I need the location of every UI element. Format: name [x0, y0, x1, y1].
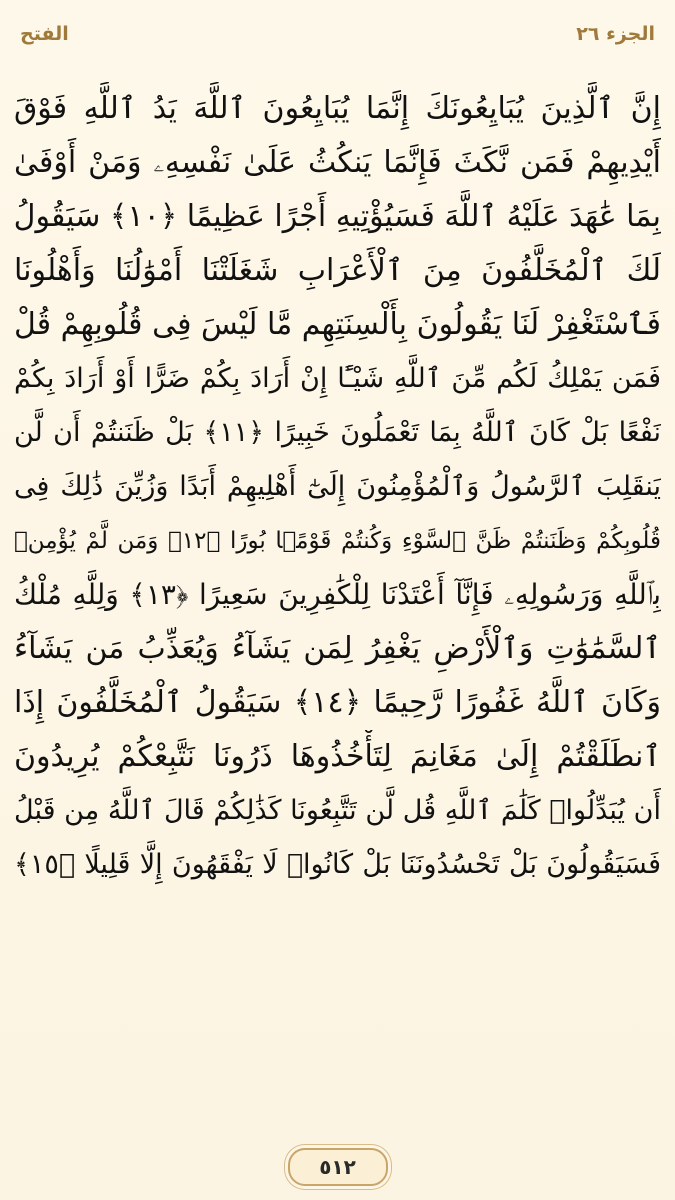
text-line-12: وَكَانَ ٱللَّهُ غَفُورًا رَّحِيمًا ﴿١٤﴾ سَيَقُولُ ٱلْمُخَلَّفُونَ إِذَا	[14, 685, 661, 720]
text-line-2: أَيْدِيهِمْ فَمَن نَّكَثَ فَإِنَّمَا يَنكُثُ عَلَىٰ نَفْسِهِۦ وَمَنْ أَوْفَىٰ	[14, 145, 661, 180]
text-line-14: أَن يُبَدِّلُوا۟ كَلَٰمَ ٱللَّهِ قُل لَّن تَتَّبِعُونَا كَذَٰلِكُمْ قَالَ ٱللَّهُ مِن قَبْلُ	[14, 795, 661, 826]
text-line-6: فَمَن يَمْلِكُ لَكُم مِّنَ ٱللَّهِ شَيْـًٔا إِنْ أَرَادَ بِكُمْ ضَرًّا أَوْ أَرَادَ بِكُمْ	[14, 363, 661, 394]
text-line-1: إِنَّ ٱلَّذِينَ يُبَايِعُونَكَ إِنَّمَا يُبَايِعُونَ ٱللَّهَ يَدُ ٱللَّهِ فَوْقَ	[14, 91, 661, 126]
text-line-9: قُلُوبِكُمْ وَظَنَنتُمْ ظَنَّ ٱلسَّوْءِ وَكُنتُمْ قَوْمًۢا بُورًا ﴿١٢﴾ وَمَن لَّمْ يُؤْمِنۢ	[14, 528, 661, 554]
text-line-4: لَكَ ٱلْمُخَلَّفُونَ مِنَ ٱلْأَعْرَابِ شَغَلَتْنَا أَمْوَٰلُنَا وَأَهْلُونَا	[14, 253, 661, 288]
page-number: ٥١٢	[319, 1155, 356, 1179]
surah-name: الفتح	[20, 23, 69, 45]
text-line-5: فَٱسْتَغْفِرْ لَنَا يَقُولُونَ بِأَلْسِنَتِهِم مَّا لَيْسَ فِى قُلُوبِهِمْ قُلْ	[14, 307, 661, 342]
text-line-10: بِٱللَّهِ وَرَسُولِهِۦ فَإِنَّآ أَعْتَدْنَا لِلْكَٰفِرِينَ سَعِيرًا ﴿١٣﴾ وَلِلَّهِ مُلْكُ	[14, 578, 661, 611]
text-line-7: نَفْعًا بَلْ كَانَ ٱللَّهُ بِمَا تَعْمَلُونَ خَبِيرًا ﴿١١﴾ بَلْ ظَنَنتُمْ أَن لَّن	[14, 417, 661, 448]
juz-label: الجزء ٢٦	[576, 23, 655, 45]
quran-text	[14, 82, 661, 892]
text-line-15: فَسَيَقُولُونَ بَلْ تَحْسُدُونَنَا بَلْ كَانُوا۟ لَا يَفْقَهُونَ إِلَّا قَلِيلًا ﴿١٥﴾	[14, 849, 661, 880]
text-line-11: ٱلسَّمَٰوَٰتِ وَٱلْأَرْضِ يَغْفِرُ لِمَن يَشَآءُ وَيُعَذِّبُ مَن يَشَآءُ	[14, 631, 661, 666]
text-line-8: يَنقَلِبَ ٱلرَّسُولُ وَٱلْمُؤْمِنُونَ إِلَىٰٓ أَهْلِيهِمْ أَبَدًا وَزُيِّنَ ذَٰلِكَ فِى	[14, 471, 661, 502]
text-line-3: بِمَا عَٰهَدَ عَلَيْهُ ٱللَّهَ فَسَيُؤْتِيهِ أَجْرًا عَظِيمًا ﴿١٠﴾ سَيَقُولُ	[14, 199, 661, 234]
text-line-13: ٱنطَلَقْتُمْ إِلَىٰ مَغَانِمَ لِتَأْخُذُوهَا ذَرُونَا نَتَّبِعْكُمْ يُرِيدُونَ	[14, 739, 661, 774]
page-header	[20, 14, 655, 54]
page-number-badge	[288, 1148, 388, 1186]
